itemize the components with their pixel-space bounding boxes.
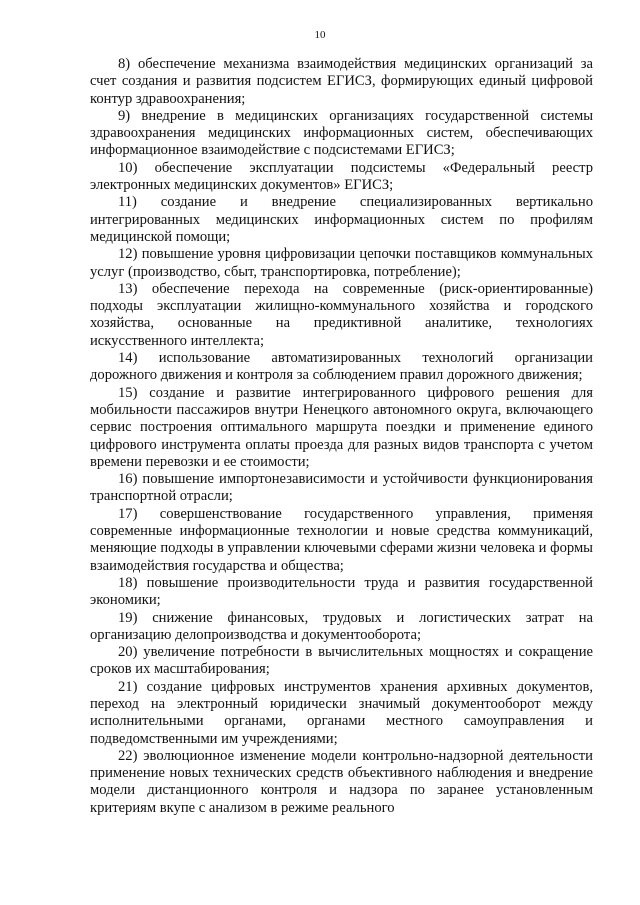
list-item-8: 8) обеспечение механизма взаимодействия медицинских организаций за счет создания и развития подсистем ЕГИСЗ, формирующих единый цифровой контур здравоохранения; [90, 56, 593, 107]
list-item-21: 21) создание цифровых инструментов хранения архивных документов, переход на электронный юридически значимый документооборот между исполнительными органами, органами местного самоуправления и подведомственными им учреждениями; [90, 678, 593, 747]
list-item-12: 12) повышение уровня цифровизации цепочки поставщиков коммунальных услуг (производство, сбыт, транспортировка, потребление); [90, 246, 593, 280]
document-body [90, 56, 593, 817]
list-item-11: 11) создание и внедрение специализированных вертикально интегрированных медицинских информационных систем по профилям медицинской помощи; [90, 194, 593, 245]
list-item-10: 10) обеспечение эксплуатации подсистемы «Федеральный реестр электронных медицинских документов» ЕГИСЗ; [90, 159, 593, 194]
list-item-19: 19) снижение финансовых, трудовых и логистических затрат на организацию делопроизводства и документооборота; [90, 609, 593, 643]
list-item-15: 15) создание и развитие интегрированного цифрового решения для мобильности пассажиров внутри Ненецкого автономного округа, включающего сервис построения оптимального маршрута поездки и применение единого цифрового инструмента оплаты проезда для разных видов транспорта с учетом времени перевозки и ее стоимости; [90, 384, 593, 470]
list-item-16: 16) повышение импортонезависимости и устойчивости функционирования транспортной отрасли; [90, 471, 593, 505]
list-item-18: 18) повышение производительности труда и развития государственной экономики; [90, 574, 593, 609]
list-item-9: 9) внедрение в медицинских организациях государственной системы здравоохранения медицинских информационных систем, обеспечивающих информационное взаимодействие с подсистемами ЕГИСЗ; [90, 107, 593, 159]
list-item-17: 17) совершенствование государственного управления, применяя современные информационные технологии и новые средства коммуникаций, меняющие подходы в управлении ключевыми сферами жизни человека и формы взаимодействия государства и общества; [90, 505, 593, 574]
list-item-20: 20) увеличение потребности в вычислительных мощностях и сокращение сроков их масштабирования; [90, 644, 593, 678]
list-item-14: 14) использование автоматизированных технологий организации дорожного движения и контроля за соблюдением правил дорожного движения; [90, 350, 593, 384]
list-item-13: 13) обеспечение перехода на современные (риск-ориентированные) подходы эксплуатации жилищно-коммунального хозяйства и городского хозяйства, основанные на предиктивной аналитике, технологиях искусственного интеллекта; [90, 280, 593, 349]
list-item-22: 22) эволюционное изменение модели контрольно-надзорной деятельности применение новых технических средств объективного наблюдения и внедрение модели дистанционного контроля и надзора по заранее установленным критериям вкупе с анализом в режиме реального [90, 747, 593, 816]
page-number: 10 [314, 29, 326, 41]
